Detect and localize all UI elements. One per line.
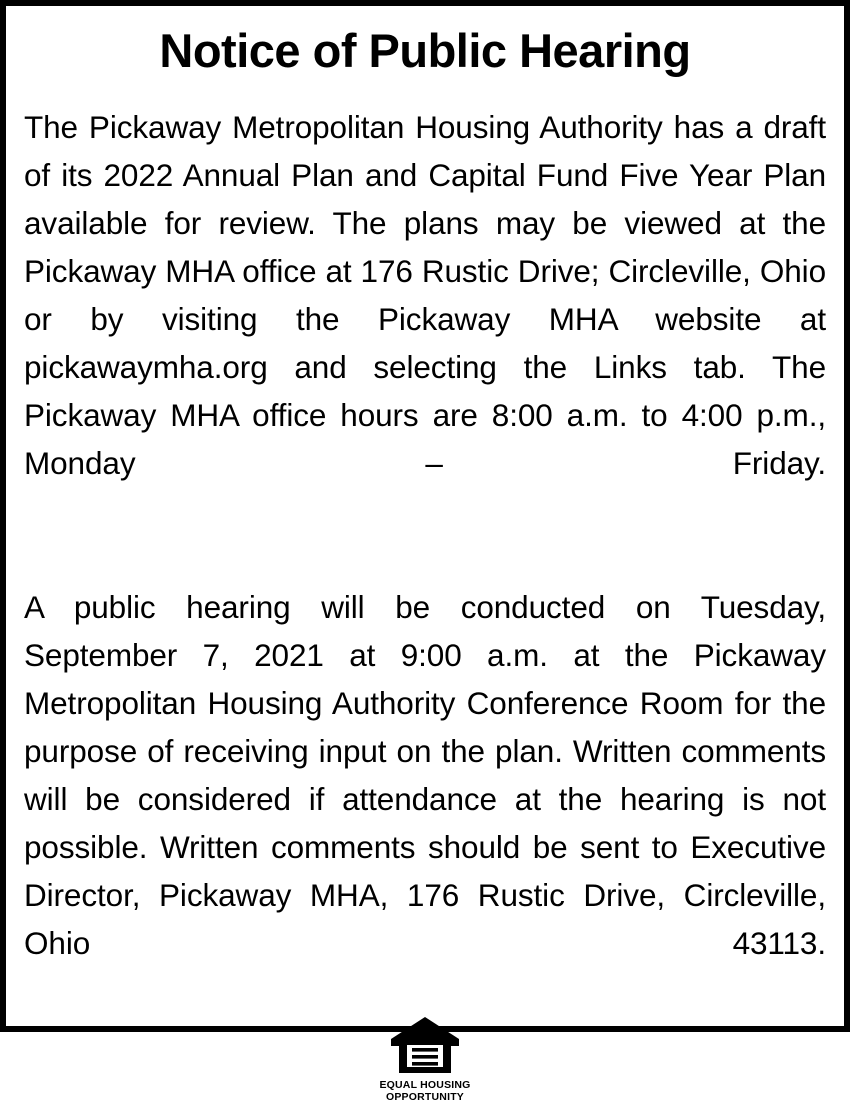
notice-paragraph-1: The Pickaway Metropolitan Housing Authority has a draft of its 2022 Annual Plan and Capital Fund Five Year Plan available for review. The plans may be viewed at the Pickaway MHA office at 176 Rustic Drive; Circleville, Ohio or by visiting the Pickaway MHA website at pickawaymha.org and selecting the Links tab. The Pickaway MHA office hours are 8:00 a.m. to 4:00 p.m., Monday – Friday. (24, 109, 826, 482)
logo-caption (379, 1080, 470, 1103)
notice-body (24, 103, 826, 1015)
logo-caption-line-1: EQUAL HOUSING (379, 1079, 471, 1092)
logo-caption-line-2: OPPORTUNITY (385, 1090, 465, 1103)
notice-content (6, 6, 844, 1103)
page-title: Notice of Public Hearing (159, 24, 691, 77)
equal-housing-opportunity-icon (388, 1015, 462, 1077)
equal-housing-opportunity-logo (24, 1015, 826, 1111)
notice-paragraph-2: A public hearing will be conducted on Tuesday, September 7, 2021 at 9:00 a.m. at the Pickaway Metropolitan Housing Authority Conference Room for the purpose of receiving input on the plan. Written comments will be considered if attendance at the hearing is not possible. Written comments should be sent to Executive Director, Pickaway MHA, 176 Rustic Drive, Circleville, Ohio 43113. (24, 589, 826, 962)
